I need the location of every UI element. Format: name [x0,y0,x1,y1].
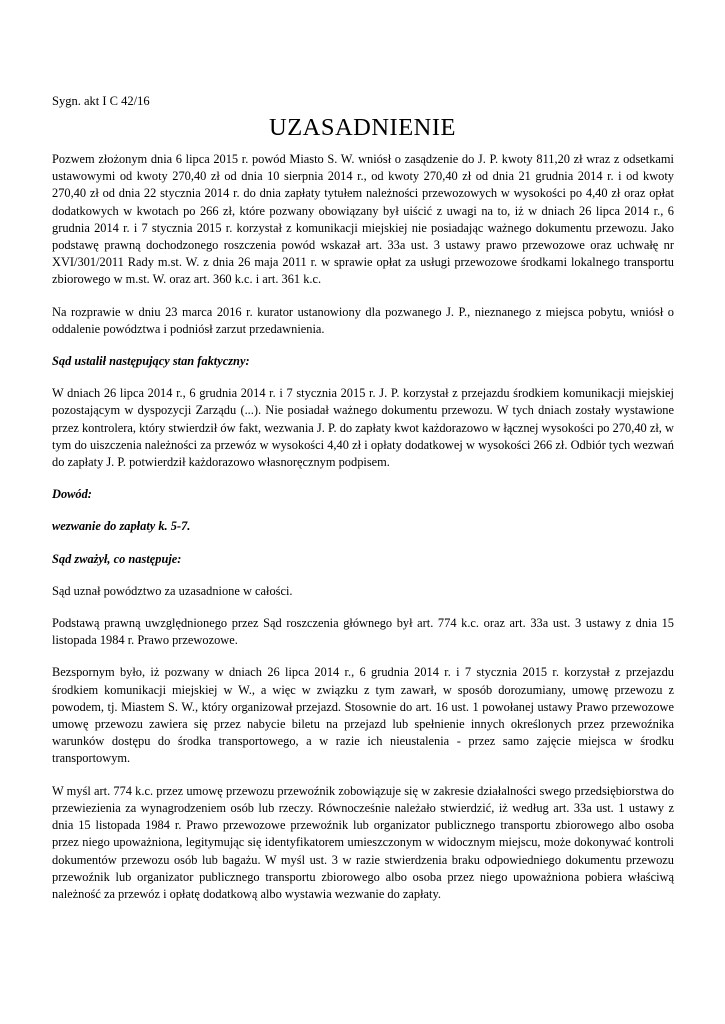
paragraph: Pozwem złożonym dnia 6 lipca 2015 r. powód Miasto S. W. wniósł o zasądzenie do J. P. kwoty 811,20 zł wraz z odsetkami ustawowymi od kwoty 270,40 zł od dnia 10 sierpnia 2014 r., od kwoty 270,40 zł od dnia 21 grudnia 2014 r. i od kwoty 270,40 zł od dnia 22 stycznia 2014 r. do dnia zapłaty tytułem należności przewozowych w wysokości po 4,40 zł oraz opłat dodatkowych w kwotach po 266 zł, które pozwany obowiązany był uiścić z uwagi na to, iż w dniach 26 lipca 2014 r., 6 grudnia 2014 r. i 7 stycznia 2015 r. korzystał z komunikacji miejskiej nie posiadając ważnego dokumentu przewozu. Jako podstawę prawną dochodzonego roszczenia powód wskazał art. 33a ust. 3 ustawy prawo przewozowe oraz uchwałę nr XVI/301/2011 Rady m.st. W. z dnia 26 maja 2011 r. w sprawie opłat za usługi przewozowe środkami lokalnego transportu zbiorowego w m.st. W. oraz art. 360 k.c. i art. 361 k.c. [52,152,674,287]
paragraph: Na rozprawie w dniu 23 marca 2016 r. kurator ustanowiony dla pozwanego J. P., nieznanego z miejsca pobytu, wniósł o oddalenie powództwa i podniósł zarzut przedawnienia. [52,304,674,336]
paragraph: Sąd uznał powództwo za uzasadnione w całości. [52,583,293,598]
document-body [52,151,674,918]
section-heading: Dowód: [52,487,92,502]
case-signature: Sygn. akt I C 42/16 [52,94,150,108]
paragraph: W myśl art. 774 k.c. przez umowę przewozu przewoźnik zobowiązuje się w zakresie działalności swego przedsiębiorstwa do przewiezienia za wynagrodzeniem osób lub rzeczy. Równocześnie należało stwierdzić, iż według art. 33a ust. 1 ustawy z dnia 15 listopada 1984 r. Prawo przewozowe przewoźnik lub organizator publicznego transportu zbiorowego albo osoba przez niego upoważniona, legitymując się identyfikatorem umieszczonym w widocznym miejscu, może dokonywać kontroli dokumentów przewozu osób lub bagażu. W myśl ust. 3 w razie stwierdzenia braku odpowiedniego dokumentu przewozu przewoźnik lub organizator publicznego transportu zbiorowego albo osoba przez niego upoważniona pobiera właściwą należność za przewóz i opłatę dodatkową albo wystawia wezwanie do zapłaty. [52,783,674,901]
section-heading: Sąd ustalił następujący stan faktyczny: [52,354,250,369]
paragraph: Bezspornym było, iż pozwany w dniach 26 lipca 2014 r., 6 grudnia 2014 r. i 7 stycznia 2015 r. korzystał z przejazdu środkiem komunikacji miejskiej w W., a więc w związku z tym zawarł, w sposób dorozumiany, umowę przewozu z powodem, tj. Miastem S. W., który organizował przejazd. Stosownie do art. 16 ust. 1 powołanej ustawy Prawo przewozowe umowę przewozu zawiera się przez nabycie biletu na przejazd lub spełnienie innych określonych przez przewoźnika warunków dostępu do środka transportowego, a w razie ich nieustalenia - przez samo zajęcie miejsca w środku transportowym. [52,665,674,766]
paragraph: W dniach 26 lipca 2014 r., 6 grudnia 2014 r. i 7 stycznia 2015 r. J. P. korzystał z przejazdu środkiem komunikacji miejskiej pozostającym w dyspozycji Zarządu (...). Nie posiadał ważnego dokumentu przewozu. W tych dniach zostały wystawione przez kontrolera, który stwierdził ów fakt, wezwania J. P. do zapłaty kwot każdorazowo w łącznej wysokości po 270,40 zł, w tym do uiszczenia należności za przewóz w wysokości 4,40 zł i opłaty dodatkowej w wysokości 266 zł. Odbiór tych wezwań do zapłaty J. P. potwierdził każdorazowo własnoręcznym podpisem. [52,386,674,470]
section-heading: Sąd zważył, co następuje: [52,551,182,566]
section-heading: wezwanie do zapłaty k. 5-7. [52,519,191,534]
document-title: UZASADNIENIE [269,114,456,141]
paragraph: Podstawą prawną uwzględnionego przez Sąd roszczenia głównego był art. 774 k.c. oraz art. 33a ust. 3 ustawy z dnia 15 listopada 1984 r. Prawo przewozowe. [52,616,674,648]
